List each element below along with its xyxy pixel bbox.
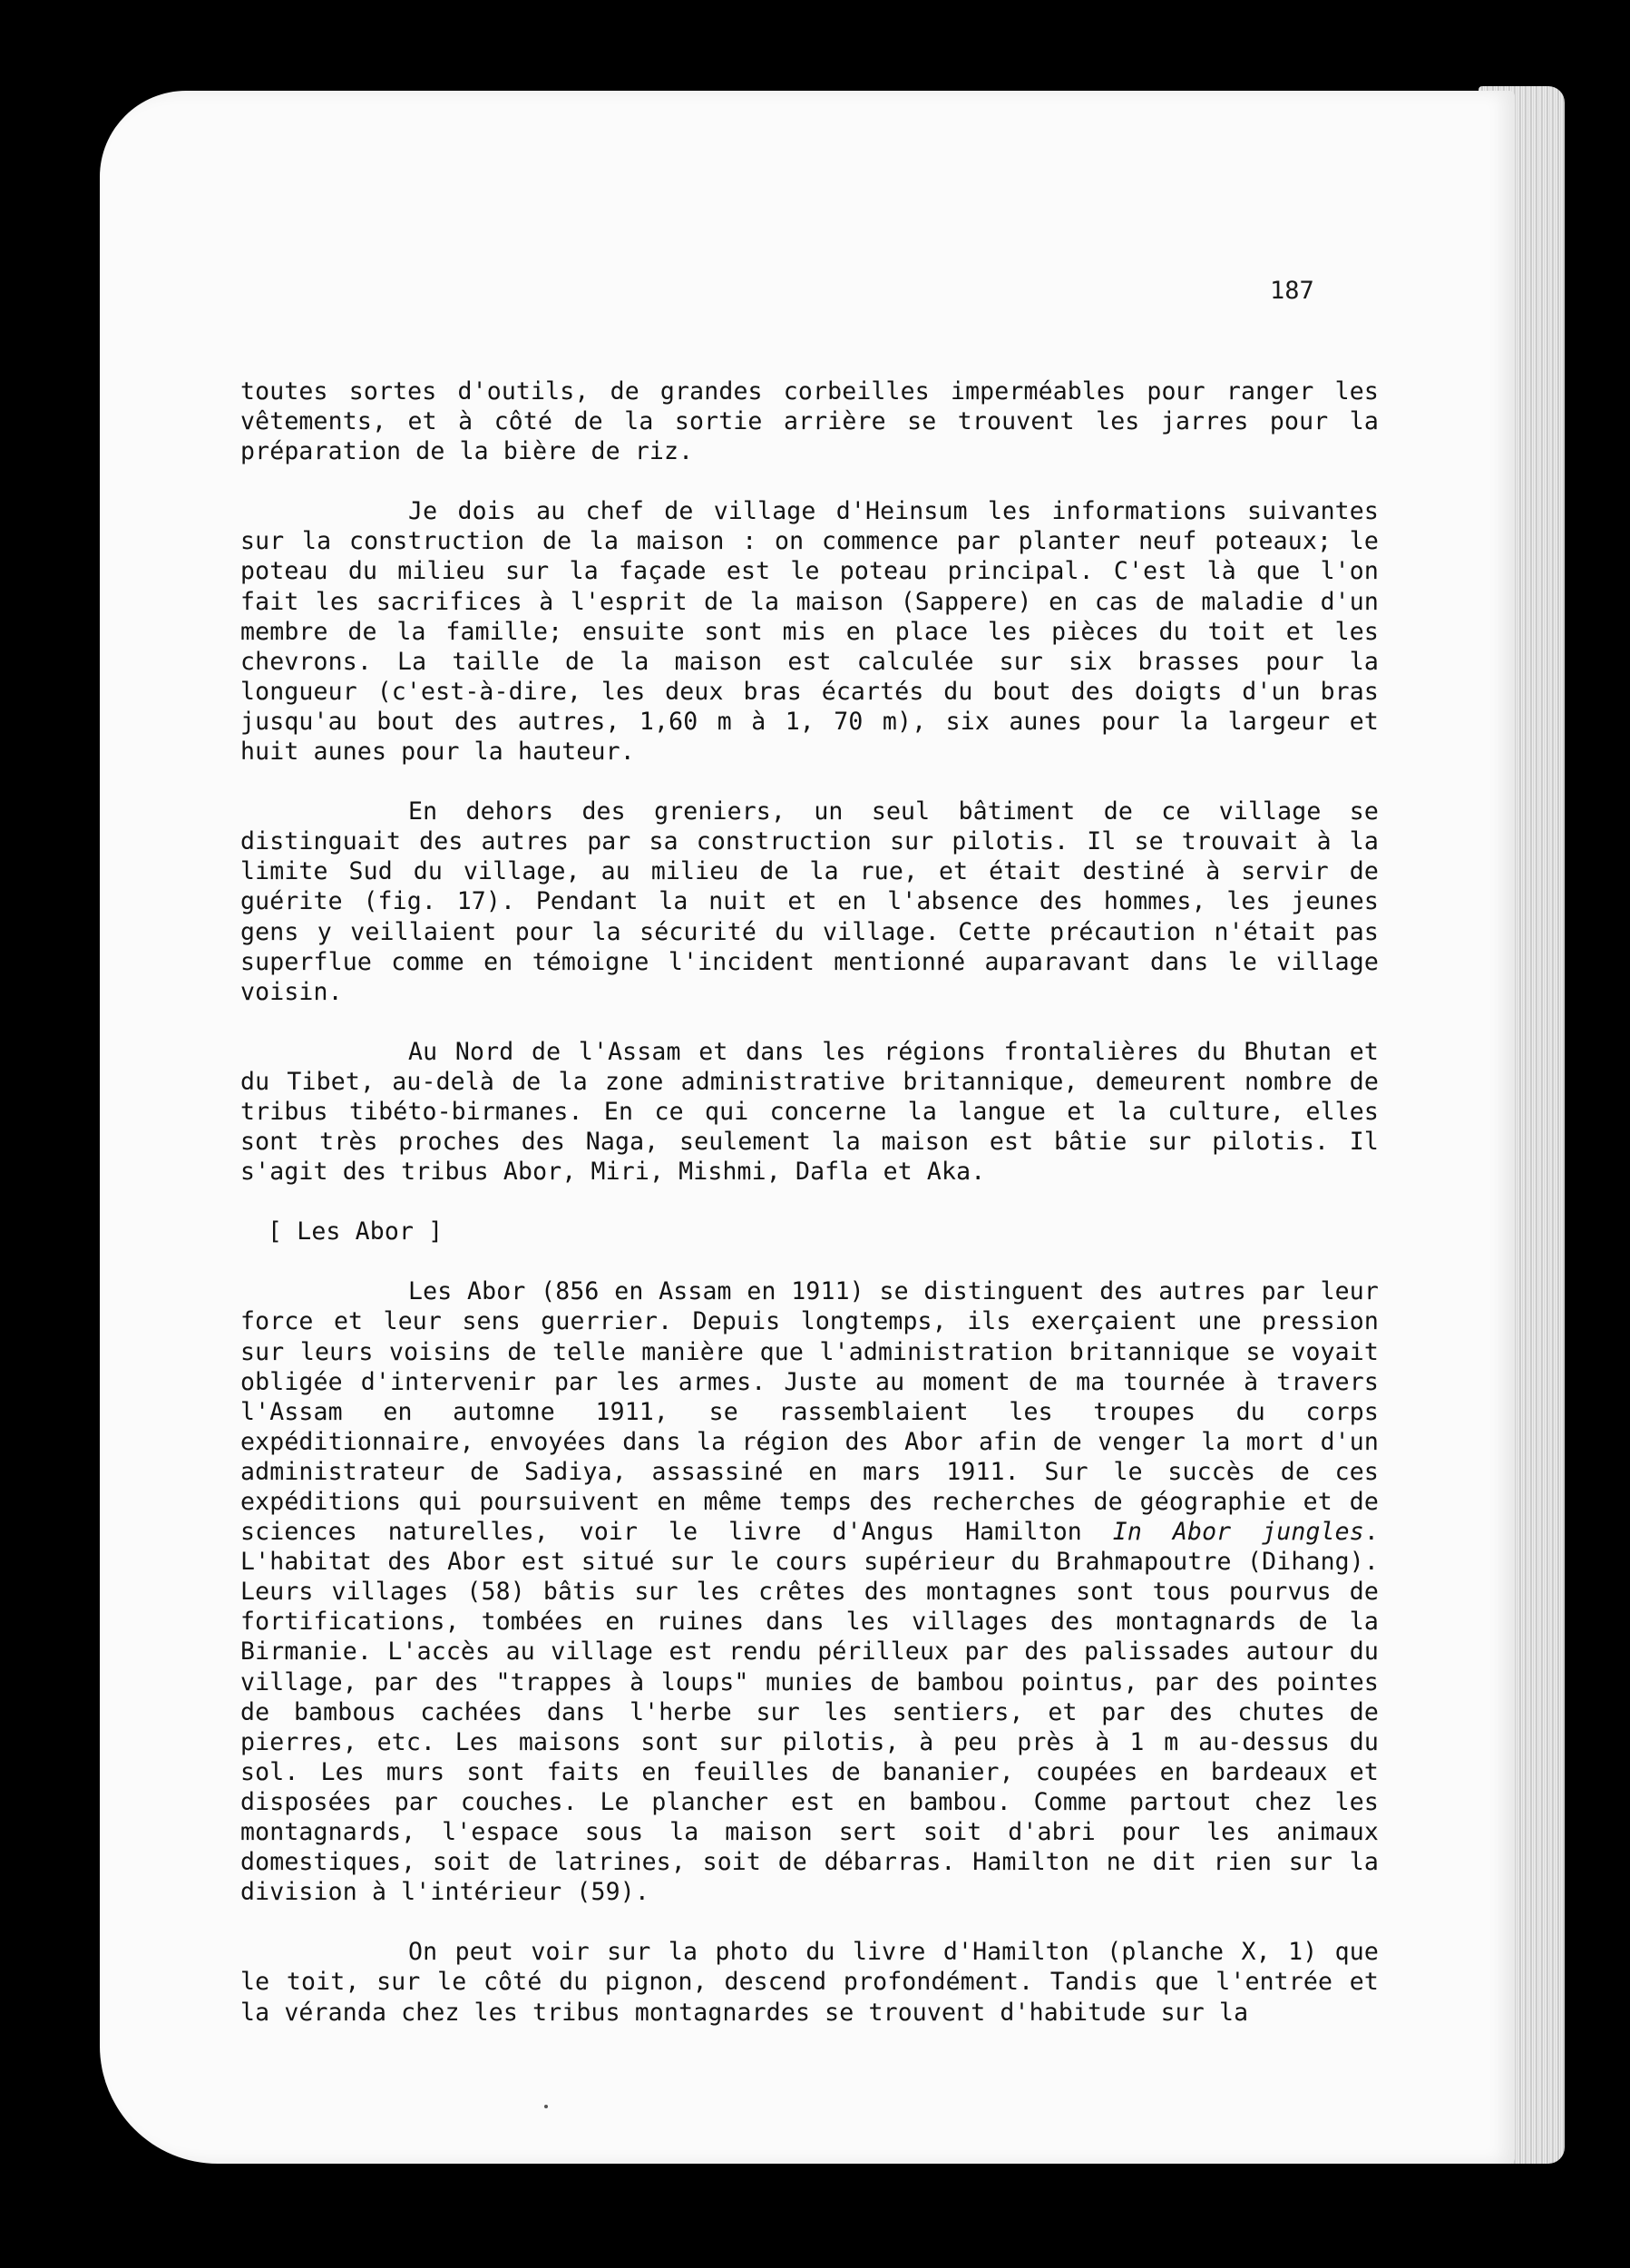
paragraph-1: toutes sortes d'outils, de grandes corbeilles imperméables pour ranger les vêtements, et à côté de la sortie arrière se trouvent les jarres pour la préparation de la bière de riz. xyxy=(240,377,1379,466)
paragraph-2: Je dois au chef de village d'Heinsum les informations suivantes sur la construction de la maison : on commence par planter neuf poteaux; le poteau du milieu sur la façade est le poteau principal. C'est là que l'on fait les sacrifices à l'esprit de la maison (Sappere) en cas de maladie d'un membre de la famille; ensuite sont mis en place les pièces du toit et les chevrons. La taille de la maison est calculée sur six brasses pour la longueur (c'est-à-dire, les deux bras écartés du bout des doigts d'un bras jusqu'au bout des autres, 1,60 m à 1, 70 m), six aunes pour la largeur et huit aunes pour la hauteur. xyxy=(240,497,1379,767)
paragraph-5 xyxy=(240,1276,1379,1907)
paragraph-4: Au Nord de l'Assam et dans les régions frontalières du Bhutan et du Tibet, au-delà de la zone administrative britannique, demeurent nombre de tribus tibéto-birmanes. En ce qui concerne la langue et la culture, elles sont très proches des Naga, seulement la maison est bâtie sur pilotis. Il s'agit des tribus Abor, Miri, Mishmi, Dafla et Aka. xyxy=(240,1037,1379,1187)
paragraph-6: On peut voir sur la photo du livre d'Hamilton (planche X, 1) que le toit, sur le côté du pignon, descend profondément. Tandis que l'entrée et la véranda chez les tribus montagnardes se trouvent d'habitude sur la xyxy=(240,1938,1379,2027)
dust-speck xyxy=(544,2105,548,2108)
page-number: 187 xyxy=(1270,277,1314,305)
paragraph-5-part-1: Les Abor (856 en Assam en 1911) se distinguent des autres par leur force et leur sens guerrier. Depuis longtemps, ils exerçaient une pression sur leurs voisins de telle manière que l'administration britannique se voyait obligée d'intervenir par les armes. Juste au moment de ma tournée à travers l'Assam en automne 1911, se rassemblaient les troupes du corps expéditionnaire, envoyées dans la région des Abor afin de venger la mort d'un administrateur de Sadiya, assassiné en mars 1911. Sur le succès de ces expéditions qui poursuivent en même temps des recherches de géographie et de sciences naturelles, voir le livre d'Angus Hamilton xyxy=(240,1277,1379,1547)
section-heading: [ Les Abor ] xyxy=(268,1217,444,1246)
book-title: In Abor jungles xyxy=(1112,1518,1364,1547)
paragraph-5-part-2: . L'habitat des Abor est situé sur le cours supérieur du Brahmapoutre (Dihang). Leurs villages (58) bâtis sur les crêtes des montagnes sont tous pourvus de fortifications, tombées en ruines dans les villages des montagnards de la Birmanie. L'accès au village est rendu périlleux par des palissades autour du village, par des "trappes à loups" munies de bambou pointus, par des pointes de bambous cachées dans l'herbe sur les sentiers, et par des chutes de pierres, etc. Les maisons sont sur pilotis, à peu près à 1 m au-dessus du sol. Les murs sont faits en feuilles de bananier, coupées en bardeaux et disposées par couches. Le plancher est en bambou. Comme partout chez les montagnards, l'espace sous la maison sert soit d'abri pour les animaux domestiques, soit de latrines, soit de débarras. Hamilton ne dit rien sur la division à l'intérieur (59). xyxy=(240,1518,1379,1907)
page-body xyxy=(240,376,1379,2028)
paragraph-3: En dehors des greniers, un seul bâtiment de ce village se distinguait des autres par sa construction sur pilotis. Il se trouvait à la limite Sud du village, au milieu de la rue, et était destiné à servir de guérite (fig. 17). Pendant la nuit et en l'absence des hommes, les jeunes gens y veillaient pour la sécurité du village. Cette précaution n'était pas superflue comme en témoigne l'incident mentionné auparavant dans le village voisin. xyxy=(240,797,1379,1006)
